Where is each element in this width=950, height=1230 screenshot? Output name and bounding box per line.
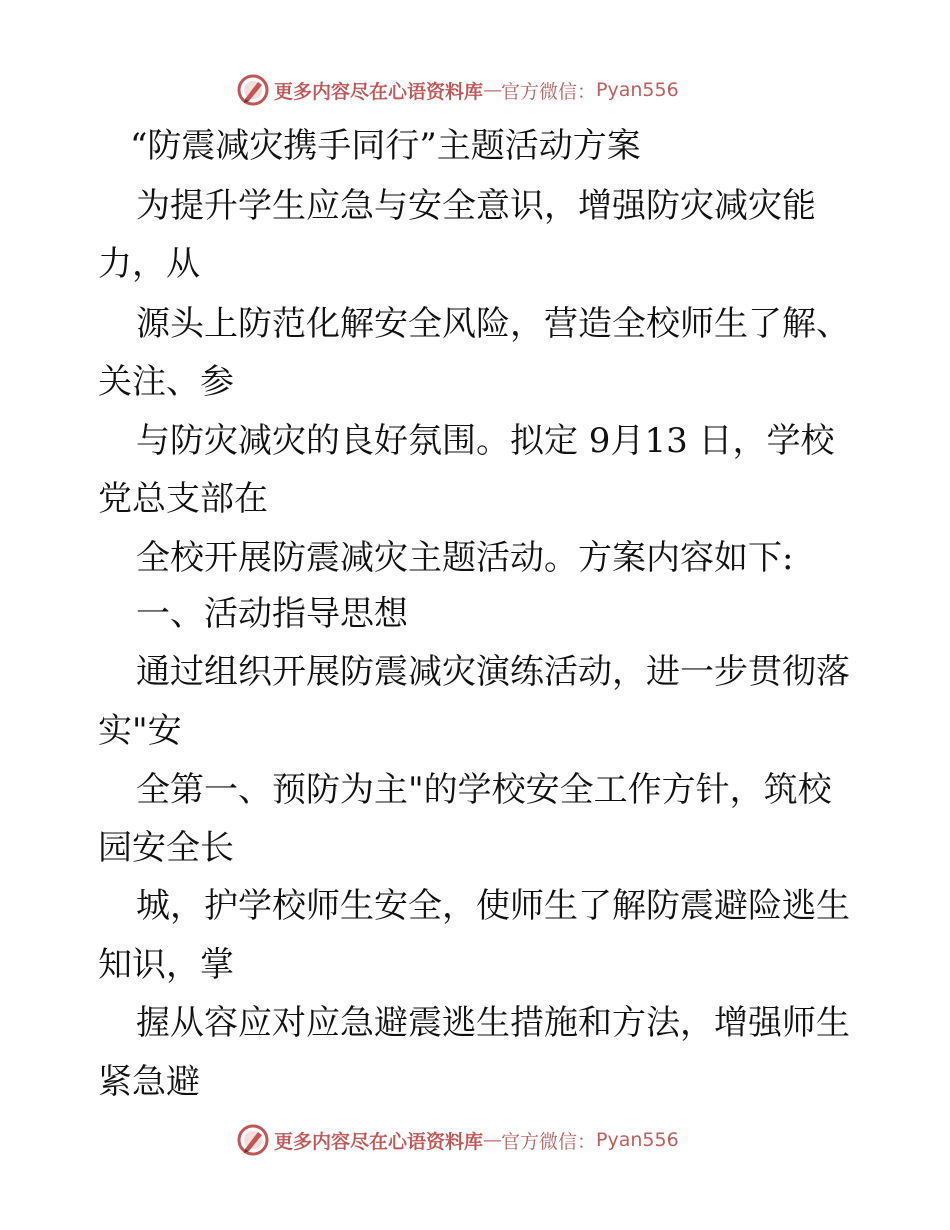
- pen-circle-logo-icon: [236, 1123, 270, 1157]
- footer-banner: [236, 1123, 679, 1157]
- paragraph-line: 全校开展防震减灾主题活动。方案内容如下:: [136, 538, 794, 578]
- banner-main-text: 更多内容尽在心语资料库: [274, 1130, 484, 1153]
- paragraph-line: 力，从: [98, 244, 200, 284]
- pen-circle-logo-icon: [236, 73, 270, 107]
- paragraph-line: 园安全长: [98, 828, 234, 868]
- banner-separator: —: [483, 1129, 502, 1151]
- banner-sub-text: 官方微信：: [501, 80, 597, 103]
- paragraph-line: 源头上防范化解安全风险，营造全校师生了解、: [136, 304, 850, 344]
- banner-main-text: 更多内容尽在心语资料库: [274, 80, 484, 103]
- paragraph-line: 握从容应对应急避震逃生措施和方法，增强师生: [136, 1003, 850, 1043]
- banner-wechat-id: Pyan556: [596, 79, 679, 101]
- document-title: “防震减灾携手同行”主题活动方案: [130, 126, 641, 166]
- paragraph-line: 知识，掌: [98, 945, 234, 985]
- paragraph-line: 城，护学校师生安全，使师生了解防震避险逃生: [136, 886, 850, 926]
- paragraph-line: 关注、参: [98, 362, 234, 402]
- paragraph-line: 紧急避: [98, 1062, 200, 1102]
- paragraph-line: 全第一、预防为主"的学校安全工作方针，筑校: [136, 770, 832, 810]
- paragraph-line: 通过组织开展防震减灾演练活动，进一步贯彻落: [136, 652, 850, 692]
- paragraph-line: 党总支部在: [98, 479, 268, 519]
- banner-sub-text: 官方微信：: [501, 1130, 597, 1153]
- paragraph-line: 为提升学生应急与安全意识，增强防灾减灾能: [136, 186, 816, 226]
- header-banner: [236, 73, 679, 107]
- paragraph-line: 与防灾减灾的良好氛围。拟定 9月13 日，学校: [136, 421, 835, 461]
- paragraph-line: 实"安: [98, 711, 182, 751]
- banner-separator: —: [483, 79, 502, 101]
- section-heading: 一、活动指导思想: [136, 594, 408, 634]
- banner-wechat-id: Pyan556: [596, 1129, 679, 1151]
